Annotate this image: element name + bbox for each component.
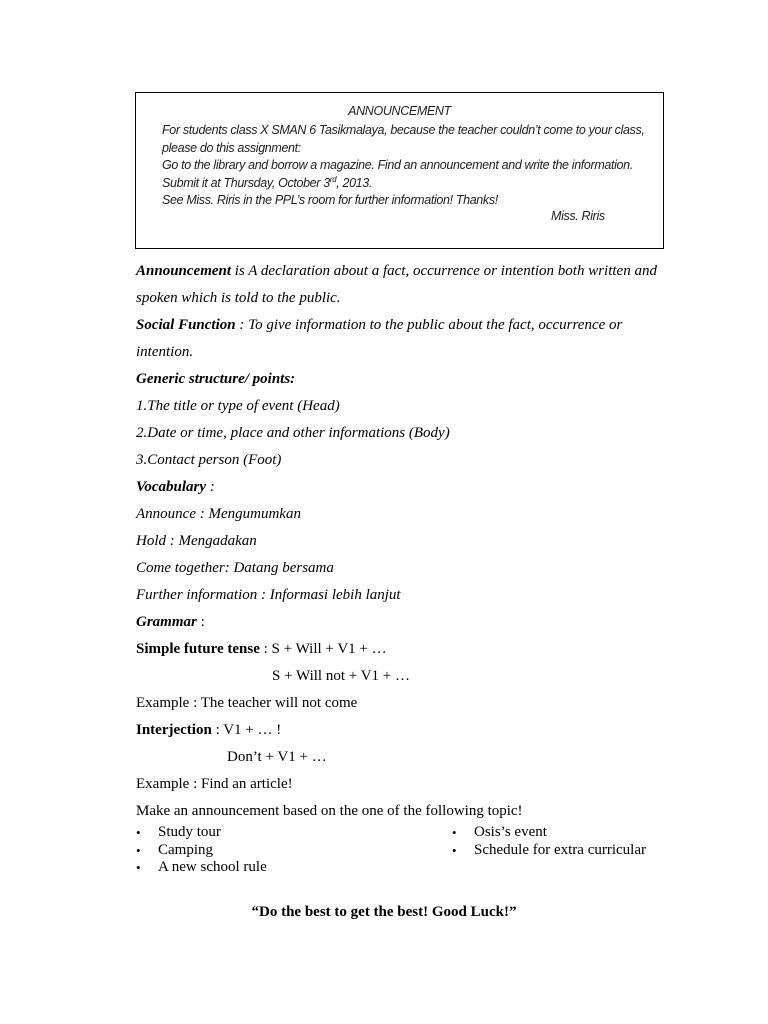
future-formula-negative: S + Will not + V1 + … — [272, 668, 410, 684]
definition-text: is A declaration about a fact, occurrence or intention both written and spoken which is told to the public. — [136, 263, 657, 306]
announcement-line: For students class X SMAN 6 Tasikmalaya, because the teacher couldn’t come to your class, — [162, 123, 645, 137]
structure-point: 2.Date or time, place and other informations (Body) — [136, 425, 450, 441]
interjection-formula-negative: Don’t + V1 + … — [227, 749, 327, 765]
topic-item — [136, 859, 267, 877]
topic-label: Schedule for extra curricular — [474, 841, 646, 858]
announcement-line: See Miss. Riris in the PPL’s room for further information! Thanks! — [162, 193, 498, 207]
vocabulary-label: Vocabulary — [136, 479, 207, 495]
interjection-formula — [136, 717, 666, 744]
lesson-content — [136, 258, 666, 825]
social-function-paragraph — [136, 312, 666, 366]
generic-structure-heading: Generic structure/ points: — [136, 371, 296, 387]
definition-paragraph — [136, 258, 666, 312]
structure-point: 1.The title or type of event (Head) — [136, 398, 340, 414]
vocabulary-item: Come together: Datang bersama — [136, 560, 334, 576]
topic-item — [452, 824, 646, 842]
topic-item — [136, 842, 267, 860]
future-example: Example : The teacher will not come — [136, 695, 358, 711]
topic-label: A new school rule — [158, 859, 267, 875]
ordinal-suffix: rd — [329, 174, 337, 184]
interjection-label: Interjection — [136, 722, 212, 738]
interjection-formula-positive: : V1 + … ! — [211, 722, 282, 738]
definition-term: Announcement — [136, 263, 232, 279]
grammar-label: Grammar — [136, 614, 197, 630]
structure-point: 3.Contact person (Foot) — [136, 452, 282, 468]
vocabulary-item: Hold : Mengadakan — [136, 533, 257, 549]
grammar-heading — [136, 609, 666, 636]
interjection-example: Example : Find an article! — [136, 776, 293, 792]
bullet-icon: • — [136, 860, 141, 875]
vocabulary-item: Announce : Mengumumkan — [136, 506, 301, 522]
social-function-label: Social Function — [136, 317, 236, 333]
topic-item — [136, 824, 267, 842]
bullet-icon: • — [136, 842, 141, 858]
topic-label: Study tour — [158, 824, 221, 840]
task-instruction: Make an announcement based on the one of the following topic! — [136, 803, 523, 819]
announcement-box — [135, 92, 664, 249]
future-tense-formula — [136, 636, 666, 663]
bullet-icon: • — [136, 825, 141, 840]
future-tense-label: Simple future tense — [136, 641, 260, 657]
vocabulary-item: Further information : Informasi lebih lanjut — [136, 587, 401, 603]
grammar-colon: : — [196, 614, 205, 630]
announcement-signature: Miss. Riris — [551, 209, 605, 223]
vocabulary-colon: : — [206, 479, 215, 495]
announcement-line: Go to the library and borrow a magazine. Find an announcement and write the information. — [162, 158, 633, 172]
topic-label: Osis’s event — [474, 824, 547, 840]
social-function-text: : To give information to the public about the fact, occurrence or intention. — [136, 317, 623, 360]
topic-item — [452, 842, 646, 860]
future-formula-positive: : S + Will + V1 + … — [259, 641, 387, 657]
vocabulary-heading — [136, 474, 666, 501]
submit-date-text: Submit it at Thursday, October 3 — [162, 175, 330, 190]
topic-list-right — [452, 824, 646, 859]
announcement-line — [162, 175, 642, 193]
announcement-body — [162, 122, 645, 210]
submit-date-year: , 2013. — [336, 175, 373, 190]
announcement-line: please do this assignment: — [162, 140, 301, 155]
topic-list-left — [136, 824, 267, 877]
announcement-title: ANNOUNCEMENT — [348, 104, 451, 118]
closing-motto: “Do the best to get the best! Good Luck!” — [251, 904, 517, 920]
topic-label: Camping — [158, 841, 213, 858]
bullet-icon: • — [452, 842, 457, 858]
bullet-icon: • — [452, 825, 457, 840]
